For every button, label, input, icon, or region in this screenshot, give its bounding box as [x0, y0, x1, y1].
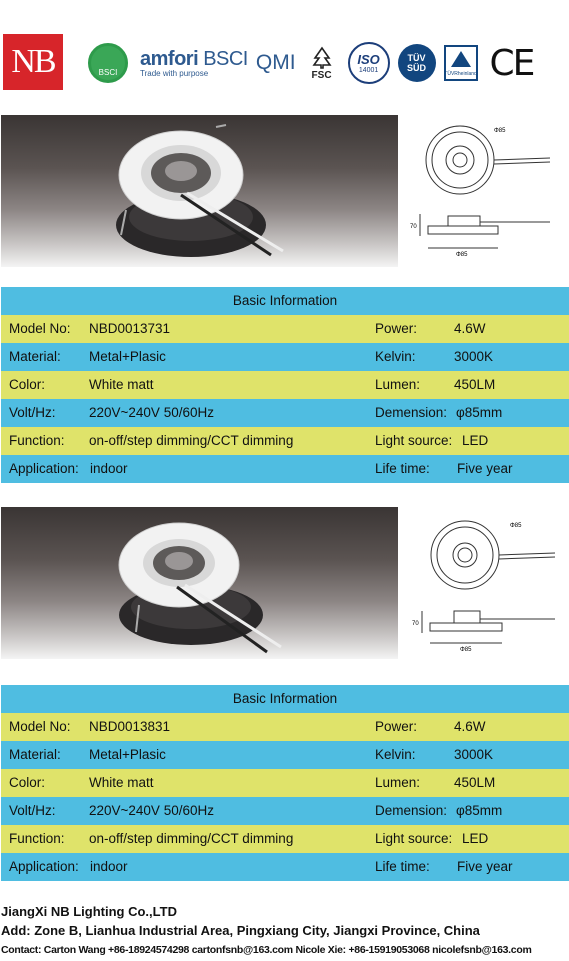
life-time-value: Five year: [457, 461, 513, 476]
table-row: [1, 371, 569, 399]
amfori-bsci-text: BSCI: [203, 48, 248, 70]
iso-14001-logo: [348, 42, 390, 84]
bsci-logo: [88, 43, 128, 83]
dimension-label: Demension:: [375, 405, 448, 420]
company-name: JiangXi NB Lighting Co.,LTD: [1, 904, 177, 919]
table-header: [1, 685, 569, 713]
volt-value: 220V~240V 50/60Hz: [89, 405, 214, 420]
table-header: [1, 287, 569, 315]
tuv-rheinland-logo: [444, 45, 478, 81]
downlight-image: [1, 115, 398, 267]
side-height-label: 70: [410, 224, 417, 230]
model-value: NBD0013731: [89, 321, 171, 336]
side-width-label: Φ85: [456, 252, 468, 258]
table-row: [1, 825, 569, 853]
amfori-text: amfori: [140, 48, 199, 70]
table-row: [1, 769, 569, 797]
nb-logo: NB: [3, 34, 63, 90]
top-diameter-label: Φ85: [510, 523, 522, 529]
volt-label: Volt/Hz:: [9, 405, 56, 420]
kelvin-label: Kelvin:: [375, 747, 416, 762]
triangle-icon: [451, 51, 471, 67]
table-title: Basic Information: [232, 691, 338, 706]
product-photo-1: [1, 115, 398, 267]
basic-info-table-1: [1, 287, 569, 483]
life-time-label: Life time:: [375, 461, 430, 476]
volt-label: Volt/Hz:: [9, 803, 56, 818]
downlight-image: [1, 507, 398, 659]
table-row: [1, 713, 569, 741]
light-source-value: LED: [462, 831, 489, 846]
application-label: Application:: [9, 859, 79, 874]
light-source-label: Light source:: [375, 433, 453, 448]
power-value: 4.6W: [454, 321, 486, 336]
product-photo-2: [1, 507, 398, 659]
tuv-rheinland-text: TÜVRheinland: [444, 71, 477, 77]
tuv-text: TÜV: [407, 53, 426, 63]
company-address: Add: Zone B, Lianhua Industrial Area, Pingxiang City, Jiangxi Province, China: [1, 923, 480, 938]
lumen-label: Lumen:: [375, 775, 421, 790]
tuv-sub-text: SÜD: [407, 63, 427, 73]
color-label: Color:: [9, 377, 46, 392]
table-row: [1, 315, 569, 343]
certification-header: [0, 0, 569, 100]
application-value: indoor: [90, 859, 128, 874]
side-height-label: 70: [412, 621, 419, 627]
kelvin-value: 3000K: [454, 747, 494, 762]
color-value: White matt: [89, 775, 154, 790]
color-value: White matt: [89, 377, 154, 392]
dimension-label: Demension:: [375, 803, 448, 818]
material-value: Metal+Plasic: [89, 349, 166, 364]
table-row: [1, 427, 569, 455]
model-label: Model No:: [9, 321, 71, 336]
company-footer: [1, 902, 569, 960]
power-value: 4.6W: [454, 719, 486, 734]
technical-drawing-1: [410, 118, 560, 268]
amfori-bsci-logo: [140, 48, 248, 78]
ce-mark: CE: [489, 42, 534, 84]
iso-number: 14001: [358, 67, 379, 74]
side-width-label: Φ85: [460, 647, 472, 653]
dimension-value: φ85mm: [456, 803, 503, 818]
light-source-label: Light source:: [375, 831, 453, 846]
light-source-value: LED: [462, 433, 489, 448]
table-row: [1, 797, 569, 825]
kelvin-label: Kelvin:: [375, 349, 416, 364]
lumen-value: 450LM: [454, 377, 496, 392]
lumen-value: 450LM: [454, 775, 496, 790]
function-label: Function:: [9, 831, 65, 846]
lumen-label: Lumen:: [375, 377, 421, 392]
color-label: Color:: [9, 775, 46, 790]
volt-value: 220V~240V 50/60Hz: [89, 803, 214, 818]
material-label: Material:: [9, 349, 61, 364]
fsc-text: FSC: [311, 69, 332, 81]
table-row: [1, 399, 569, 427]
function-value: on-off/step dimming/CCT dimming: [89, 433, 294, 448]
life-time-value: Five year: [457, 859, 513, 874]
function-value: on-off/step dimming/CCT dimming: [89, 831, 294, 846]
application-value: indoor: [90, 461, 128, 476]
table-row: [1, 853, 569, 881]
power-label: Power:: [375, 719, 418, 734]
model-label: Model No:: [9, 719, 71, 734]
material-value: Metal+Plasic: [89, 747, 166, 762]
fsc-logo: [306, 46, 338, 81]
power-label: Power:: [375, 321, 418, 336]
material-label: Material:: [9, 747, 61, 762]
certification-logos: [88, 40, 533, 86]
fsc-tree-icon: [310, 46, 334, 70]
table-row: [1, 343, 569, 371]
tuv-sud-logo: [398, 44, 436, 82]
basic-info-table-2: [1, 685, 569, 881]
kelvin-value: 3000K: [454, 349, 494, 364]
technical-drawing-2: [410, 515, 560, 665]
amfori-tagline: Trade with purpose: [140, 69, 209, 78]
model-value: NBD0013831: [89, 719, 171, 734]
life-time-label: Life time:: [375, 859, 430, 874]
function-label: Function:: [9, 433, 65, 448]
table-row: [1, 741, 569, 769]
dimension-value: φ85mm: [456, 405, 503, 420]
bsci-badge-text: BSCI: [98, 68, 118, 77]
table-row: [1, 455, 569, 483]
iso-text: ISO: [357, 52, 380, 67]
qmi-logo: QMI: [255, 51, 296, 74]
top-diameter-label: Φ85: [494, 128, 506, 134]
application-label: Application:: [9, 461, 79, 476]
company-contact: Contact: Carton Wang +86-18924574298 cartonfsnb@163.com Nicole Xie: +86-15919053068 nicolefsnb@163.com: [1, 944, 532, 956]
table-title: Basic Information: [232, 293, 338, 308]
